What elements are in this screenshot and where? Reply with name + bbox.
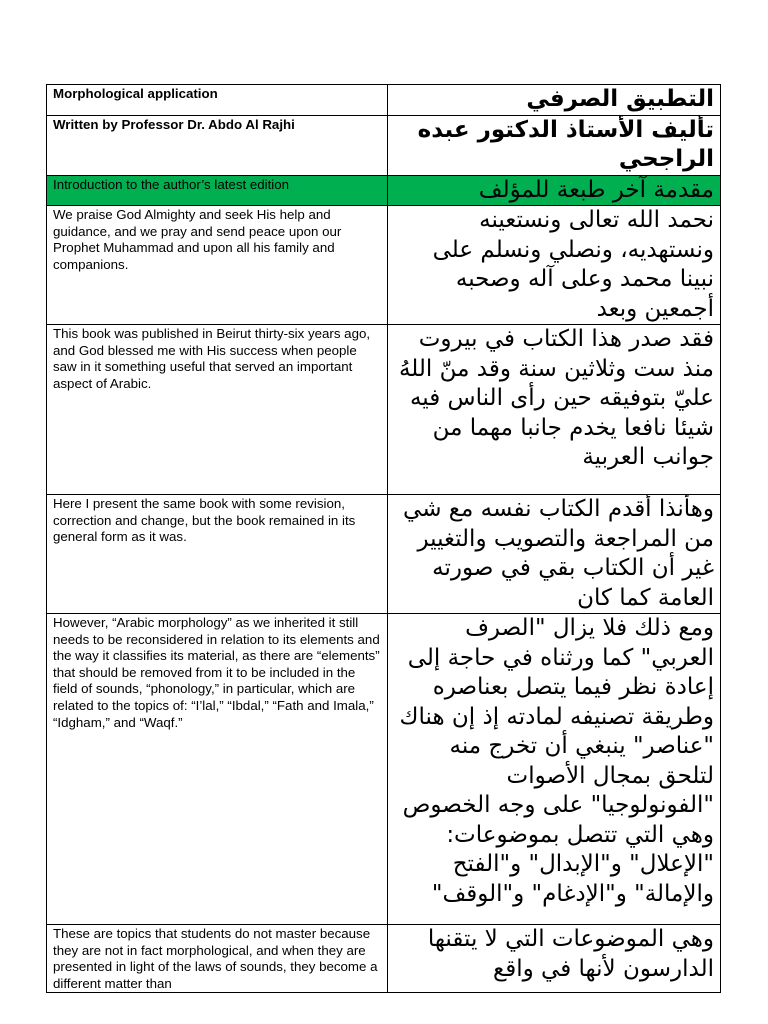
author-arabic: تأليف الأستاذ الدكتور عبده الراجحي bbox=[417, 116, 714, 172]
bilingual-table bbox=[46, 84, 721, 993]
arabic-cell bbox=[387, 115, 721, 175]
arabic-cell bbox=[387, 85, 721, 116]
arabic-cell bbox=[387, 614, 721, 925]
english-cell bbox=[47, 175, 388, 206]
paragraph-arabic: ومع ذلك فلا يزال "الصرف العربي" كما ورثناه في حاجة إلى إعادة نظر فيما يتصل بعناصره وطريقة تصنيفه لمادته إذ إن هناك "عناصر" ينبغي أن تخرج منه لتلحق بمجال الأصوات "الفونولوجيا" على وجه الخصوص وهي التي تتصل بموضوعات: "الإعلال" و"الإبدال" و"الفتح والإمالة" و"الإدغام" و"الوقف" bbox=[399, 615, 714, 907]
paragraph-english: We praise God Almighty and seek His help and guidance, and we pray and send peace upon our Prophet Muhammad and upon all his family and companions. bbox=[53, 207, 342, 272]
table-row-highlighted bbox=[47, 175, 721, 206]
english-cell bbox=[47, 614, 388, 925]
english-cell bbox=[47, 325, 388, 495]
table-row bbox=[47, 206, 721, 325]
table-row bbox=[47, 925, 721, 993]
paragraph-english: This book was published in Beirut thirty-six years ago, and God blessed me with His success when people saw in it something useful that served an important aspect of Arabic. bbox=[53, 326, 371, 391]
arabic-cell bbox=[387, 925, 721, 993]
title-arabic: التطبيق الصرفي bbox=[526, 86, 714, 112]
paragraph-english: However, “Arabic morphology” as we inherited it still needs to be reconsidered in relation to its elements and the way it classifies its material, as there are “elements” that should be removed from it to be included in the field of sounds, “phonology,” in particular, which are related to the topics of: “I’lal,” “Ibdal,” “Fath and Imala,” “Idgham,” and “Waqf.” bbox=[53, 615, 380, 730]
arabic-cell bbox=[387, 175, 721, 206]
arabic-cell bbox=[387, 206, 721, 325]
table-row bbox=[47, 115, 721, 175]
table-row bbox=[47, 614, 721, 925]
author-english: Written by Professor Dr. Abdo Al Rajhi bbox=[53, 116, 295, 132]
table-row bbox=[47, 495, 721, 614]
english-cell bbox=[47, 925, 388, 993]
paragraph-arabic: وهأنذا أقدم الكتاب نفسه مع شي من المراجعة والتصويب والتغيير غير أن الكتاب بقي في صورته العامة كما كان bbox=[403, 496, 714, 611]
english-cell bbox=[47, 495, 388, 614]
english-cell bbox=[47, 115, 388, 175]
arabic-cell bbox=[387, 495, 721, 614]
intro-heading-arabic: مقدمة آخر طبعة للمؤلف bbox=[478, 176, 714, 203]
paragraph-english: Here I present the same book with some revision, correction and change, but the book remained in its general form as it was. bbox=[53, 496, 356, 545]
paragraph-arabic: فقد صدر هذا الكتاب في بيروت منذ ست وثلاثين سنة وقد منّ اللهُ عليّ بتوفيقه حين رأى الناس فيه شيئا نافعا يخدم جانبا مهما من جوانب العربية bbox=[398, 326, 714, 470]
title-english: Morphological application bbox=[53, 86, 218, 101]
paragraph-arabic: وهي الموضوعات التي لا يتقنها الدارسون لأنها في واقع bbox=[427, 926, 714, 982]
arabic-cell bbox=[387, 325, 721, 495]
table-row bbox=[47, 85, 721, 116]
intro-heading-english: Introduction to the author’s latest edition bbox=[53, 176, 290, 192]
english-cell bbox=[47, 206, 388, 325]
paragraph-arabic: نحمد الله تعالى ونستعينه ونستهديه، ونصلي ونسلم على نبينا محمد وعلى آله وصحبه أجمعين وبعد bbox=[432, 207, 714, 322]
english-cell bbox=[47, 85, 388, 116]
table-row bbox=[47, 325, 721, 495]
paragraph-english: These are topics that students do not master because they are not in fact morphological, and when they are presented in light of the laws of sounds, they become a different matter than bbox=[53, 926, 378, 991]
